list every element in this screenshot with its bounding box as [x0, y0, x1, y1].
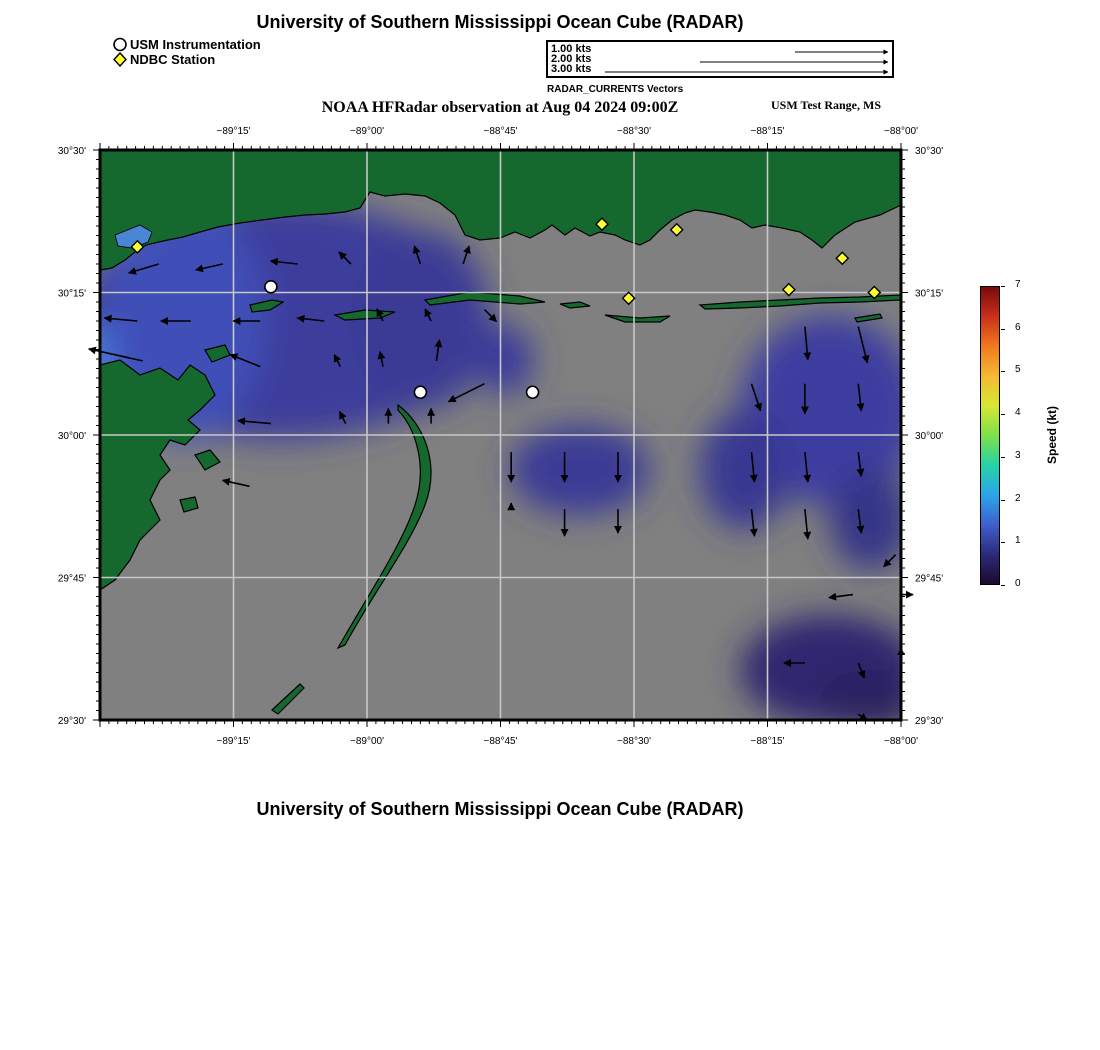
lat-label-right: 30°30' [915, 146, 944, 157]
lon-label-bottom: −88°45' [483, 736, 518, 747]
colorbar-tick-label: 4 [1015, 407, 1021, 419]
colorbar-tick-label: 2 [1015, 492, 1021, 504]
lon-label-top: −89°00' [350, 126, 384, 137]
usm-instrument-marker [265, 281, 277, 293]
lon-label-bottom: −89°00' [350, 736, 384, 747]
footer-title: University of Southern Mississippi Ocean Cube (RADAR) [256, 799, 744, 819]
lat-label-left: 29°30' [57, 716, 86, 727]
lon-label-bottom: −88°00' [884, 736, 918, 747]
colorbar-tick-label: 1 [1015, 535, 1021, 547]
lat-label-left: 30°15' [57, 288, 86, 300]
colorbar-tick-label: 5 [1015, 364, 1021, 376]
lat-label-left: 29°45' [57, 573, 86, 585]
lon-label-bottom: −88°15' [750, 736, 785, 747]
lon-label-top: −88°15' [750, 126, 785, 137]
colorbar-tick-mark [1001, 542, 1005, 543]
lon-label-top: −88°00' [884, 126, 918, 137]
usm-instrument-marker [527, 386, 539, 398]
lon-label-bottom: −88°30' [617, 736, 651, 747]
usm-instrument-marker [414, 386, 426, 398]
colorbar-tick-mark [1001, 414, 1005, 415]
colorbar-tick-label: 6 [1015, 321, 1021, 333]
colorbar-tick-mark [1001, 500, 1005, 501]
lon-label-top: −88°30' [617, 126, 651, 137]
colorbar-tick-label: 3 [1015, 449, 1021, 461]
vector-key-label-2: 2.00 kts [551, 53, 592, 65]
colorbar-tick-mark [1001, 585, 1005, 586]
colorbar [980, 286, 1000, 585]
observation-subtitle: NOAA HFRadar observation at Aug 04 2024 09:00Z [321, 99, 679, 116]
colorbar-tick-mark [1001, 371, 1005, 372]
page-title: University of Southern Mississippi Ocean Cube (RADAR) [256, 12, 744, 32]
colorbar-tick-mark [1001, 329, 1005, 330]
legend-label-usm: USM Instrumentation [130, 37, 261, 52]
colorbar-tick-label: 7 [1015, 279, 1021, 290]
colorbar-ticks [1001, 279, 1041, 589]
lat-label-right: 30°00' [915, 431, 944, 442]
lon-label-bottom: −89°15' [216, 736, 251, 747]
lat-label-right: 29°45' [915, 573, 944, 585]
colorbar-tick-mark [1001, 286, 1005, 287]
vector-key-label-1: 1.00 kts [551, 43, 592, 55]
lat-label-left: 30°30' [57, 146, 86, 157]
lon-label-top: −89°15' [216, 126, 251, 137]
range-label: USM Test Range, MS [771, 98, 882, 112]
vector-key-label-3: 3.00 kts [551, 63, 592, 75]
colorbar-label: Speed (kt) [1045, 405, 1059, 465]
lon-label-top: −88°45' [483, 126, 518, 137]
lat-label-right: 29°30' [915, 716, 944, 727]
vector-key-title: RADAR_CURRENTS Vectors [547, 84, 684, 95]
colorbar-tick-label: 0 [1015, 578, 1021, 589]
lat-label-right: 30°15' [915, 288, 944, 300]
legend-label-ndbc: NDBC Station [130, 52, 216, 67]
lat-label-left: 30°00' [57, 431, 86, 442]
colorbar-tick-mark [1001, 457, 1005, 458]
